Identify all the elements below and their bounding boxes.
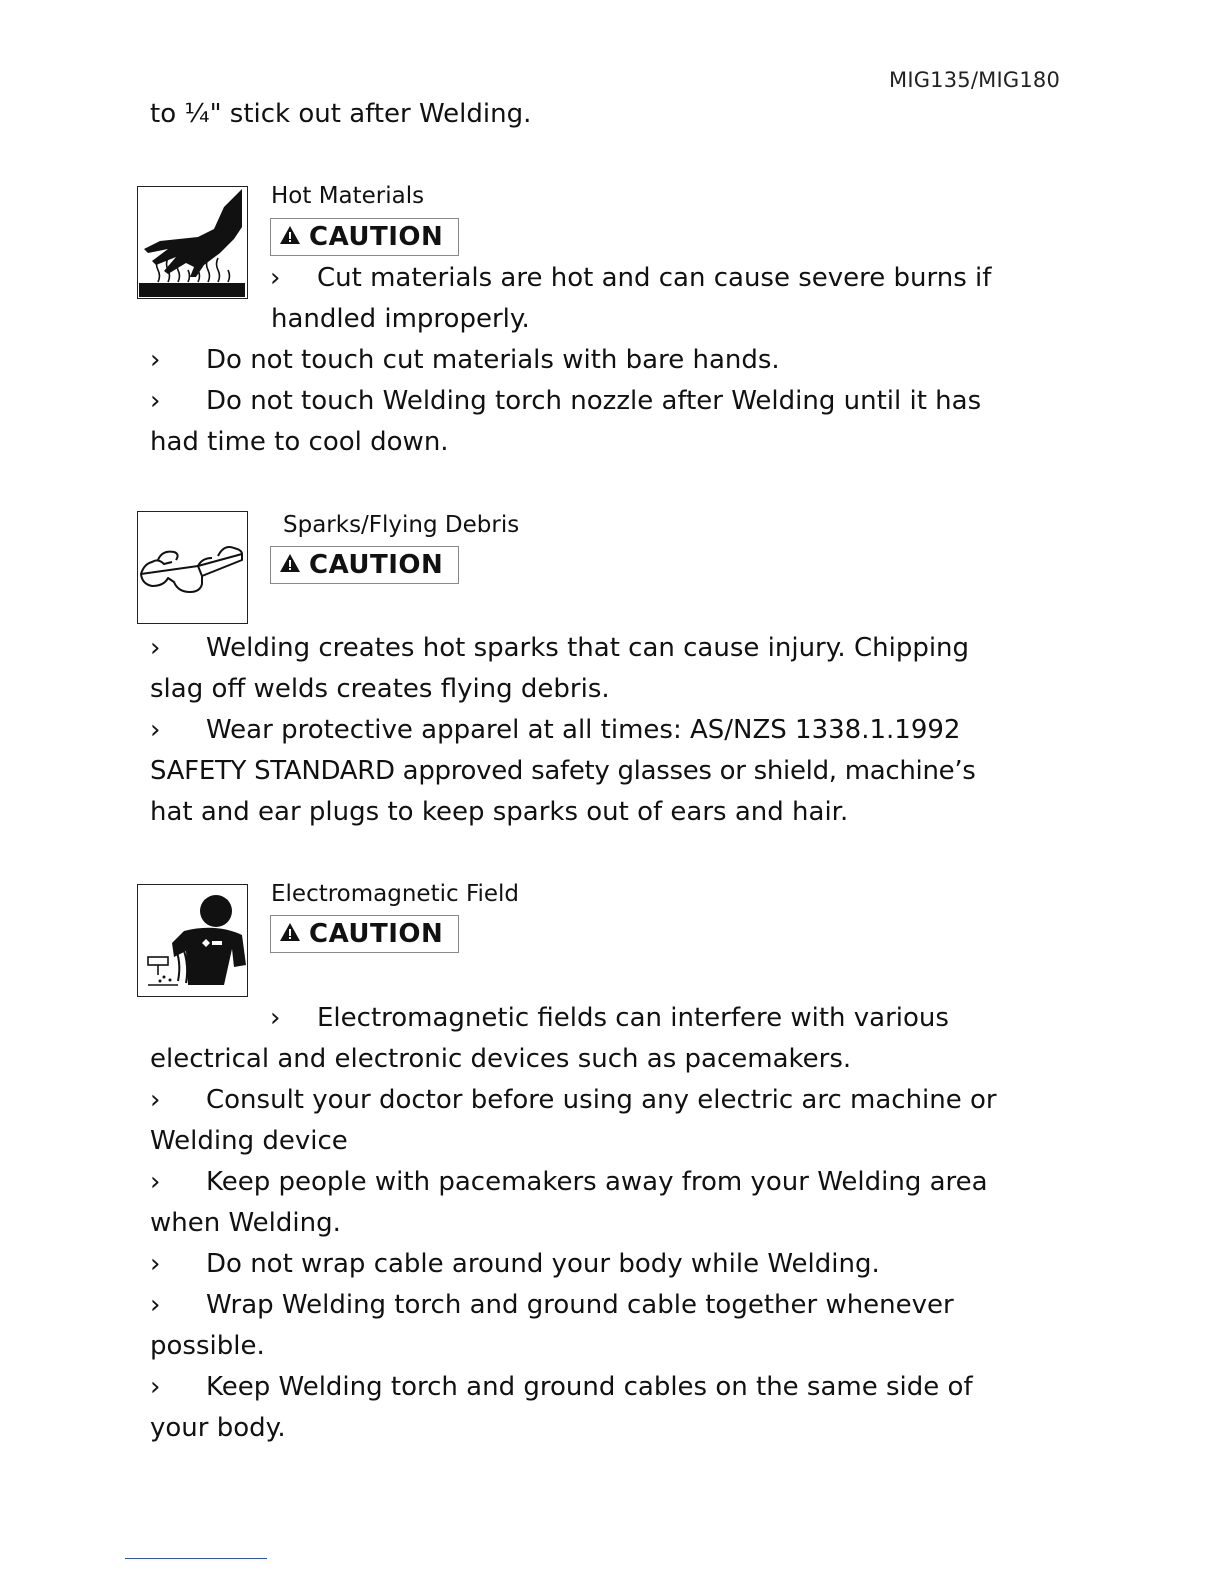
pacemaker-person-icon — [137, 884, 248, 997]
section-title-hot-materials: Hot Materials — [271, 183, 425, 209]
list-item — [150, 1085, 997, 1115]
bullet-text: Wear protective apparel at all times: AS/NZS 1338.1.1992 — [206, 715, 961, 745]
warning-triangle-icon — [279, 222, 301, 252]
bullet-text: Consult your doctor before using any electric arc machine or — [206, 1085, 997, 1115]
section-title-emf: Electromagnetic Field — [271, 881, 520, 907]
list-item-continuation: Welding device — [150, 1126, 348, 1156]
caution-label-hot — [270, 218, 459, 256]
list-item — [150, 1290, 954, 1320]
caution-label-emf — [270, 915, 459, 953]
intro-text: to ¼" stick out after Welding. — [150, 99, 532, 129]
footnote-separator — [125, 1558, 267, 1559]
list-item — [150, 1249, 880, 1279]
list-item-continuation: when Welding. — [150, 1208, 341, 1238]
list-item-continuation: handled improperly. — [271, 304, 530, 334]
bullet-text: Do not touch Welding torch nozzle after Welding until it has — [206, 386, 982, 416]
bullet-chevron: › — [150, 715, 161, 745]
caution-text: CAUTION — [309, 222, 444, 252]
bullet-text: Keep Welding torch and ground cables on the same side of — [206, 1372, 973, 1402]
list-item-continuation: electrical and electronic devices such as pacemakers. — [150, 1044, 852, 1074]
list-item-continuation: SAFETY STANDARD approved safety glasses or shield, machine’s — [150, 756, 976, 786]
list-item — [150, 345, 780, 375]
bullet-chevron: › — [150, 345, 161, 375]
list-item — [270, 1003, 949, 1033]
warning-triangle-icon — [279, 919, 301, 949]
bullet-text: Keep people with pacemakers away from your Welding area — [206, 1167, 988, 1197]
bullet-chevron: › — [150, 1290, 161, 1320]
list-item-continuation: your body. — [150, 1413, 286, 1443]
bullet-text: Cut materials are hot and can cause severe burns if — [317, 263, 992, 293]
list-item — [150, 633, 969, 663]
page-header-model: MIG135/MIG180 — [889, 68, 1061, 92]
caution-text: CAUTION — [309, 919, 444, 949]
bullet-chevron: › — [150, 1249, 161, 1279]
list-item-continuation: hat and ear plugs to keep sparks out of ears and hair. — [150, 797, 849, 827]
list-item — [150, 386, 981, 416]
bullet-text: Wrap Welding torch and ground cable together whenever — [206, 1290, 954, 1320]
warning-triangle-icon — [279, 550, 301, 580]
bullet-text: Electromagnetic fields can interfere with various — [317, 1003, 949, 1033]
bullet-text: Welding creates hot sparks that can cause injury. Chipping — [206, 633, 970, 663]
list-item — [150, 1167, 988, 1197]
list-item — [150, 1372, 973, 1402]
bullet-chevron: › — [150, 386, 161, 416]
bullet-chevron: › — [150, 633, 161, 663]
caution-text: CAUTION — [309, 550, 444, 580]
list-item-continuation: had time to cool down. — [150, 427, 449, 457]
bullet-chevron: › — [150, 1372, 161, 1402]
list-item-continuation: possible. — [150, 1331, 265, 1361]
list-item — [150, 715, 960, 745]
bullet-chevron: › — [270, 1003, 281, 1033]
bullet-chevron: › — [150, 1085, 161, 1115]
bullet-text: Do not touch cut materials with bare hands. — [206, 345, 780, 375]
bullet-chevron: › — [150, 1167, 161, 1197]
section-title-sparks: Sparks/Flying Debris — [283, 512, 520, 538]
list-item — [270, 263, 991, 293]
bullet-text: Do not wrap cable around your body while Welding. — [206, 1249, 880, 1279]
hot-hand-icon — [137, 186, 248, 299]
caution-label-sparks — [270, 546, 459, 584]
bullet-chevron: › — [270, 263, 281, 293]
safety-glasses-icon — [137, 511, 248, 624]
list-item-continuation: slag off welds creates flying debris. — [150, 674, 610, 704]
